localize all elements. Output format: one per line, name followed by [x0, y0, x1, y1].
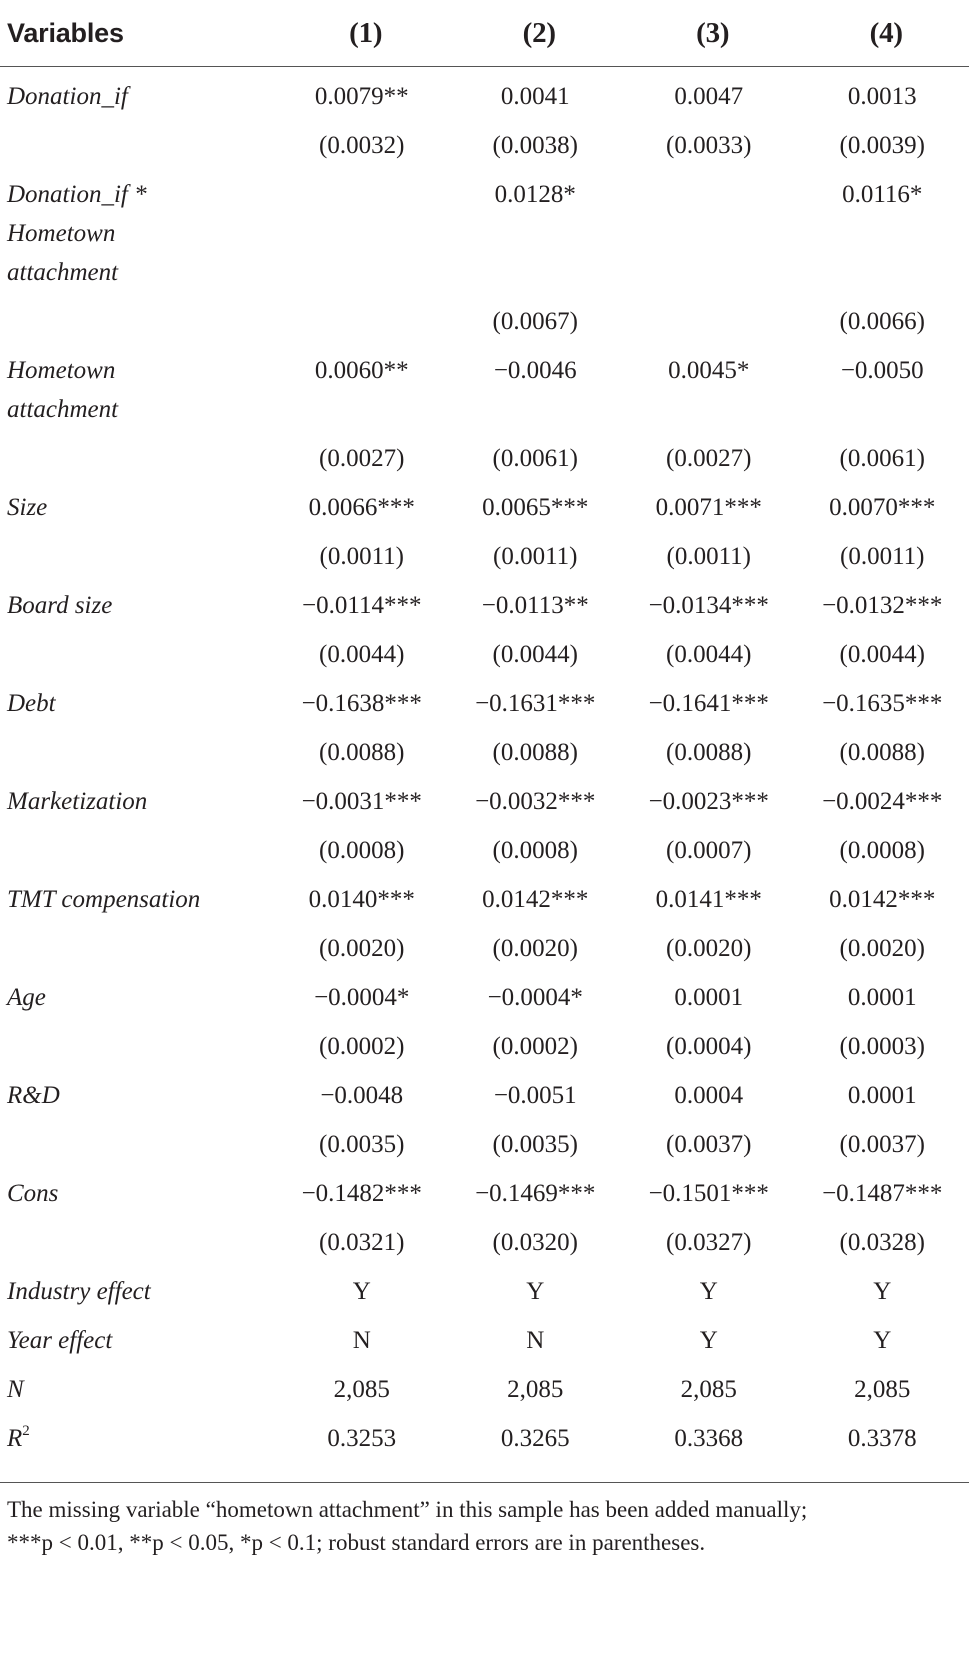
cell-col-3: (0.0007)	[666, 837, 752, 864]
cell-col-4: 0.0001	[847, 984, 917, 1011]
cell-col-4: −0.0024***	[822, 788, 943, 815]
table-row	[0, 1164, 969, 1213]
row-label	[0, 1409, 275, 1458]
table-row	[0, 674, 969, 723]
cell-col-4: (0.0044)	[839, 641, 925, 668]
row-label	[0, 772, 275, 821]
cell-col-3: 0.0001	[674, 984, 744, 1011]
table-body	[0, 67, 969, 1459]
cell-col-4: −0.0132***	[822, 592, 943, 619]
table-header-row	[0, 0, 969, 67]
table-row	[0, 1115, 969, 1164]
row-label	[0, 625, 275, 674]
table-row	[0, 968, 969, 1017]
row-label	[0, 478, 275, 527]
cell-col-1: −0.0004*	[314, 984, 410, 1011]
cell-col-2: (0.0008)	[492, 837, 578, 864]
cell-col-3: Y	[699, 1327, 718, 1354]
cell-col-1: −0.1638***	[301, 690, 422, 717]
cell-col-1: (0.0002)	[319, 1033, 405, 1060]
row-label	[0, 429, 275, 478]
cell-col-4: (0.0008)	[839, 837, 925, 864]
row-label	[0, 1017, 275, 1066]
cell-col-2: (0.0002)	[492, 1033, 578, 1060]
row-label	[0, 674, 275, 723]
row-label-text: Cons	[7, 1180, 59, 1207]
cell-col-2: −0.1631***	[475, 690, 596, 717]
row-label-text: Hometown attachment	[7, 357, 119, 423]
table-row	[0, 292, 969, 341]
cell-col-1: (0.0032)	[319, 132, 405, 159]
cell-col-1: −0.0114***	[302, 592, 422, 619]
cell-col-1: (0.0027)	[319, 445, 405, 472]
cell-col-2: (0.0088)	[492, 739, 578, 766]
row-label	[0, 723, 275, 772]
row-label-text: Year effect	[7, 1327, 113, 1354]
cell-col-3: −0.0023***	[648, 788, 769, 815]
row-label-text: TMT compensation	[7, 886, 201, 913]
row-label-text: R&D	[7, 1082, 60, 1109]
table-row	[0, 1311, 969, 1360]
cell-col-2: 0.0128*	[494, 181, 576, 208]
cell-col-4: (0.0328)	[839, 1229, 925, 1256]
cell-col-1: Y	[352, 1278, 371, 1305]
cell-col-2: 0.0041	[500, 83, 570, 110]
table-row	[0, 919, 969, 968]
table-row	[0, 527, 969, 576]
row-label-superscript: 2	[22, 1422, 30, 1439]
table-row	[0, 625, 969, 674]
column-header-2: (2)	[449, 0, 623, 67]
cell-col-4: (0.0011)	[840, 543, 925, 570]
cell-col-3: 0.0004	[674, 1082, 744, 1109]
cell-col-3: −0.0134***	[648, 592, 769, 619]
cell-col-1: 0.0079**	[314, 83, 409, 110]
table-row	[0, 870, 969, 919]
table-row	[0, 772, 969, 821]
cell-col-1: (0.0088)	[319, 739, 405, 766]
cell-col-3: (0.0327)	[666, 1229, 752, 1256]
row-label	[0, 1311, 275, 1360]
column-header-3: (3)	[622, 0, 796, 67]
cell-col-3: Y	[699, 1278, 718, 1305]
cell-col-2: Y	[526, 1278, 545, 1305]
cell-col-3: (0.0033)	[666, 132, 752, 159]
cell-col-2: 2,085	[507, 1376, 564, 1403]
row-label-text: Marketization	[7, 788, 148, 815]
cell-col-3	[622, 292, 796, 341]
table-row	[0, 576, 969, 625]
table-row	[0, 116, 969, 165]
cell-col-1	[275, 292, 449, 341]
cell-col-2: −0.1469***	[475, 1180, 596, 1207]
column-header-4: (4)	[796, 0, 969, 67]
row-label	[0, 576, 275, 625]
cell-col-2: 0.3265	[500, 1425, 570, 1452]
cell-col-3: (0.0088)	[666, 739, 752, 766]
cell-col-4: Y	[873, 1278, 892, 1305]
cell-col-3: 0.0045*	[668, 357, 750, 384]
table-row	[0, 821, 969, 870]
row-label	[0, 527, 275, 576]
row-label	[0, 1213, 275, 1262]
row-label-text: Donation_if	[7, 83, 128, 110]
cell-col-2: (0.0038)	[492, 132, 578, 159]
cell-col-1: N	[352, 1327, 371, 1354]
cell-col-1: −0.0048	[320, 1082, 404, 1109]
row-label	[0, 968, 275, 1017]
cell-col-1: −0.1482***	[301, 1180, 422, 1207]
cell-col-1: 0.3253	[327, 1425, 397, 1452]
cell-col-3: (0.0044)	[666, 641, 752, 668]
cell-col-1: 2,085	[333, 1376, 390, 1403]
cell-col-1: (0.0321)	[319, 1229, 405, 1256]
row-label	[0, 1115, 275, 1164]
cell-col-1	[275, 165, 449, 292]
cell-col-3: 0.0141***	[655, 886, 762, 913]
row-label-text: Age	[7, 984, 46, 1011]
table-row	[0, 723, 969, 772]
row-label	[0, 1066, 275, 1115]
cell-col-3: 2,085	[680, 1376, 737, 1403]
row-label-text: N	[7, 1376, 24, 1403]
cell-col-2: (0.0067)	[492, 308, 578, 335]
cell-col-4: (0.0003)	[839, 1033, 925, 1060]
cell-col-3: (0.0011)	[666, 543, 751, 570]
cell-col-3	[622, 165, 796, 292]
cell-col-4: Y	[873, 1327, 892, 1354]
cell-col-1: 0.0066***	[308, 494, 415, 521]
row-label	[0, 821, 275, 870]
cell-col-2: −0.0004*	[487, 984, 583, 1011]
cell-col-4: (0.0061)	[839, 445, 925, 472]
row-label	[0, 116, 275, 165]
row-label	[0, 1360, 275, 1409]
cell-col-4: (0.0066)	[839, 308, 925, 335]
cell-col-2: (0.0011)	[493, 543, 578, 570]
cell-col-3: 0.0071***	[655, 494, 762, 521]
cell-col-4: −0.1487***	[822, 1180, 943, 1207]
cell-col-3: −0.1501***	[648, 1180, 769, 1207]
cell-col-4: (0.0039)	[839, 132, 925, 159]
cell-col-2: (0.0320)	[492, 1229, 578, 1256]
cell-col-2: N	[526, 1327, 545, 1354]
row-label-text: Debt	[7, 690, 56, 717]
cell-col-4: −0.0050	[840, 357, 924, 384]
table-row	[0, 1066, 969, 1115]
table-row	[0, 1262, 969, 1311]
table-row	[0, 165, 969, 292]
cell-col-1: (0.0020)	[319, 935, 405, 962]
cell-col-4: (0.0037)	[839, 1131, 925, 1158]
variables-header: Variables	[0, 0, 275, 67]
table-row	[0, 1360, 969, 1409]
cell-col-2: −0.0113**	[481, 592, 589, 619]
row-label	[0, 292, 275, 341]
cell-col-4: (0.0088)	[839, 739, 925, 766]
footnote-line-2: ***p < 0.01, **p < 0.05, *p < 0.1; robust standard errors are in parentheses.	[7, 1530, 706, 1555]
cell-col-2: (0.0035)	[492, 1131, 578, 1158]
cell-col-3: (0.0027)	[666, 445, 752, 472]
row-label-text: Board size	[7, 592, 113, 619]
cell-col-2: (0.0061)	[492, 445, 578, 472]
cell-col-2: 0.0142***	[482, 886, 589, 913]
table-row	[0, 1409, 969, 1458]
cell-col-2: −0.0046	[493, 357, 577, 384]
footnote-line-1: The missing variable “hometown attachment” in this sample has been added manually;	[7, 1497, 808, 1522]
cell-col-1: (0.0008)	[319, 837, 405, 864]
table-row	[0, 341, 969, 429]
table-row	[0, 67, 969, 117]
cell-col-4: 0.0001	[847, 1082, 917, 1109]
cell-col-3: (0.0037)	[666, 1131, 752, 1158]
cell-col-4: 0.3378	[847, 1425, 917, 1452]
row-label	[0, 165, 275, 292]
row-label	[0, 1262, 275, 1311]
table-footnote	[0, 1482, 969, 1559]
cell-col-2: (0.0020)	[492, 935, 578, 962]
row-label-text: Donation_if * Hometown attachment	[7, 181, 147, 286]
cell-col-3: (0.0004)	[666, 1033, 752, 1060]
cell-col-4: 2,085	[854, 1376, 911, 1403]
cell-col-4: (0.0020)	[839, 935, 925, 962]
row-label-text: R	[7, 1425, 23, 1452]
cell-col-4: 0.0116*	[842, 181, 923, 208]
table-row	[0, 429, 969, 478]
column-header-1: (1)	[275, 0, 449, 67]
table-row	[0, 1213, 969, 1262]
cell-col-4: −0.1635***	[822, 690, 943, 717]
cell-col-3: 0.0047	[674, 83, 744, 110]
table-row	[0, 478, 969, 527]
cell-col-1: (0.0035)	[319, 1131, 405, 1158]
cell-col-1: −0.0031***	[301, 788, 422, 815]
row-label-text: Size	[7, 494, 48, 521]
cell-col-4: 0.0013	[847, 83, 917, 110]
cell-col-3: 0.3368	[674, 1425, 744, 1452]
cell-col-4: 0.0142***	[829, 886, 936, 913]
cell-col-1: 0.0140***	[308, 886, 415, 913]
row-label	[0, 1164, 275, 1213]
cell-col-3: (0.0020)	[666, 935, 752, 962]
cell-col-1: (0.0011)	[319, 543, 404, 570]
row-label	[0, 919, 275, 968]
cell-col-2: (0.0044)	[492, 641, 578, 668]
cell-col-2: −0.0032***	[475, 788, 596, 815]
cell-col-2: −0.0051	[493, 1082, 577, 1109]
table-row	[0, 1017, 969, 1066]
row-label-text: Industry effect	[7, 1278, 151, 1305]
cell-col-1: 0.0060**	[314, 357, 409, 384]
row-label	[0, 67, 275, 117]
cell-col-4: 0.0070***	[829, 494, 936, 521]
cell-col-1: (0.0044)	[319, 641, 405, 668]
row-label	[0, 870, 275, 919]
row-label	[0, 341, 275, 429]
cell-col-3: −0.1641***	[648, 690, 769, 717]
cell-col-2: 0.0065***	[482, 494, 589, 521]
